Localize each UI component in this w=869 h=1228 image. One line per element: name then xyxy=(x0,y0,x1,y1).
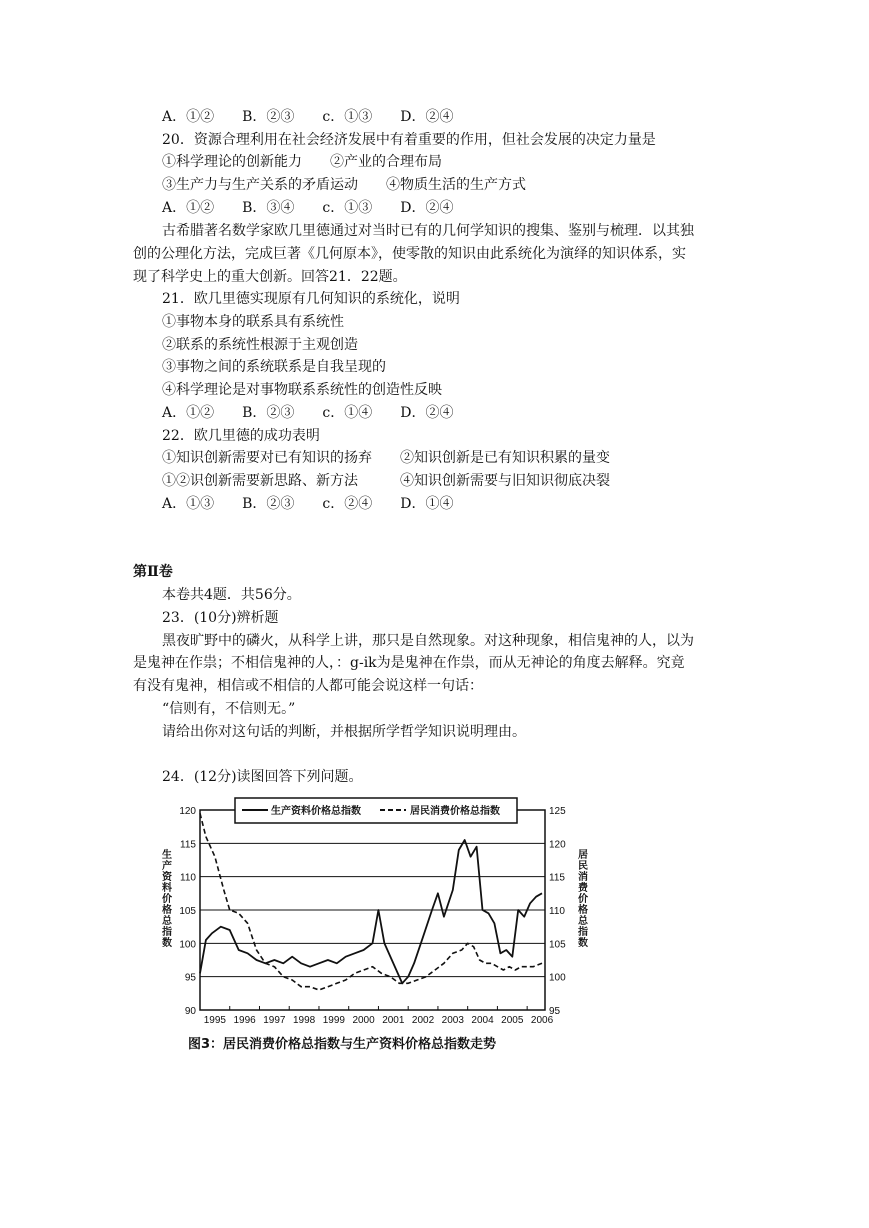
q21-choice-1: ①事物本身的联系具有系统性 xyxy=(162,314,344,330)
q19-options: A．①② B．②③ c．①③ D．②④ xyxy=(162,109,454,125)
series-line-consumer-index xyxy=(200,813,542,990)
passage-line-1: 古希腊著名数学家欧几里德通过对当时已有的几何学知识的搜集、鉴别与梳理．以其独 xyxy=(162,223,694,239)
y-axis-left-title-char: 产 xyxy=(162,861,172,872)
q21-choice-2: ②联系的系统性根源于主观创造 xyxy=(162,337,358,353)
q21-options: A．①② B．②③ c．①④ D．②④ xyxy=(162,405,454,421)
y-axis-right-title-char: 消 xyxy=(578,872,588,883)
x-tick-label: 1996 xyxy=(233,1015,256,1026)
y-right-tick-label: 120 xyxy=(549,839,566,851)
y-axis-right-title-char: 价 xyxy=(578,894,588,905)
q22-stem: 22．欧几里德的成功表明 xyxy=(162,428,320,444)
legend xyxy=(235,798,517,823)
x-tick-label: 1999 xyxy=(322,1015,345,1026)
q21-choice-3: ③事物之间的系统联系是自我呈现的 xyxy=(162,359,386,375)
legend-label-production: 生产资料价格总指数 xyxy=(271,806,361,817)
y-left-tick-label: 100 xyxy=(179,939,196,951)
y-right-tick-label: 105 xyxy=(549,939,566,951)
y-axis-right-title-char: 格 xyxy=(578,905,588,916)
y-left-tick-label: 115 xyxy=(180,839,196,851)
price-index-chart xyxy=(160,795,590,1057)
y-axis-left-title-char: 格 xyxy=(162,905,172,916)
y-axis-left-title-char: 料 xyxy=(162,883,172,894)
y-right-tick-label: 100 xyxy=(549,972,566,984)
q21-stem: 21．欧几里德实现原有几何知识的系统化，说明 xyxy=(162,291,460,307)
passage-line-2: 创的公理化方法，完成巨著《几何原本》，使零散的知识由此系统化为演绎的知识体系，实 xyxy=(133,246,686,262)
x-tick-label: 2000 xyxy=(352,1015,375,1026)
x-tick-label: 2004 xyxy=(471,1015,494,1026)
x-tick-label: 2006 xyxy=(530,1015,554,1026)
y-axis-left-title-char: 指 xyxy=(162,927,172,938)
chart-svg xyxy=(160,795,590,1057)
x-tick-label: 2003 xyxy=(441,1015,464,1026)
y-axis-right-title-char: 指 xyxy=(578,927,588,938)
x-tick-label: 2001 xyxy=(382,1015,405,1026)
y-right-tick-label: 125 xyxy=(549,806,566,817)
y-left-tick-label: 120 xyxy=(179,806,196,817)
q21-choice-4: ④科学理论是对事物联系系统性的创造性反映 xyxy=(162,382,442,398)
y-left-tick-label: 110 xyxy=(180,872,196,884)
y-axis-left-title-char: 生 xyxy=(162,850,172,861)
q23-text-line-3: 有没有鬼神，相信或不相信的人都可能会说这样一句话： xyxy=(133,678,483,694)
y-axis-left-title-char: 总 xyxy=(162,916,172,927)
y-left-tick-label: 105 xyxy=(179,906,196,917)
y-axis-left-title-char: 数 xyxy=(162,938,172,949)
y-left-tick-label: 90 xyxy=(184,1006,196,1017)
y-axis-left-title-char: 资 xyxy=(162,872,172,883)
y-axis-left-title-char: 价 xyxy=(162,894,172,905)
q20-stem: 20．资源合理利用在社会经济发展中有着重要的作用，但社会发展的决定力量是 xyxy=(162,132,656,148)
y-axis-right-title-char: 居 xyxy=(578,850,588,861)
x-tick-label: 2002 xyxy=(411,1015,435,1026)
section-heading: 第Ⅱ卷 xyxy=(133,564,173,580)
q20-choice-line-2: ③生产力与生产关系的矛盾运动 ④物质生活的生产方式 xyxy=(162,177,526,193)
series-line-production-index xyxy=(200,840,542,983)
legend-label-consumer: 居民消费价格总指数 xyxy=(410,806,500,817)
q23-quote: “信则有，不信则无。” xyxy=(162,701,296,717)
y-axis-right-title-char: 总 xyxy=(578,916,588,927)
x-tick-label: 2005 xyxy=(501,1015,524,1026)
y-axis-right-title-char: 数 xyxy=(578,938,588,949)
y-right-tick-label: 115 xyxy=(549,872,565,884)
q23-title: 23．(10分)辨析题 xyxy=(162,610,279,626)
q20-options: A．①② B．③④ c．①③ D．②④ xyxy=(162,200,454,216)
q23-instruction: 请给出你对这句话的判断，并根据所学哲学知识说明理由。 xyxy=(162,724,526,740)
passage-line-3: 现了科学史上的重大创新。回答21．22题。 xyxy=(133,269,407,285)
q20-choice-line-1: ①科学理论的创新能力 ②产业的合理布局 xyxy=(162,154,442,170)
y-left-tick-label: 95 xyxy=(184,972,196,984)
q24-title: 24．(12分)读图回答下列问题。 xyxy=(162,769,363,785)
q23-text-line-1: 黑夜旷野中的磷火，从科学上讲，那只是自然现象。对这种现象，相信鬼神的人，以为 xyxy=(162,633,694,649)
y-axis-right-title-char: 民 xyxy=(578,861,588,872)
x-tick-label: 1997 xyxy=(263,1015,286,1026)
q22-choice-line-1: ①知识创新需要对已有知识的扬弃 ②知识创新是已有知识积累的量变 xyxy=(162,450,610,466)
section-intro: 本卷共4题．共56分。 xyxy=(162,587,301,603)
q23-text-line-2: 是鬼神在作祟；不相信鬼神的人，：g-ik为是鬼神在作祟，而从无神论的角度去解释。究竟 xyxy=(133,655,685,671)
y-right-tick-label: 95 xyxy=(549,1006,561,1017)
y-axis-right-title-char: 费 xyxy=(578,883,588,894)
figure-caption: 图3：居民消费价格总指数与生产资料价格总指数走势 xyxy=(188,1037,497,1052)
y-right-tick-label: 110 xyxy=(549,906,565,917)
q22-choice-line-2: ①②识创新需要新思路、新方法 ④知识创新需要与旧知识彻底决裂 xyxy=(162,473,610,489)
q22-options: A．①③ B．②③ c．②④ D．①④ xyxy=(162,496,454,512)
x-tick-label: 1995 xyxy=(203,1015,226,1026)
x-tick-label: 1998 xyxy=(292,1015,316,1026)
